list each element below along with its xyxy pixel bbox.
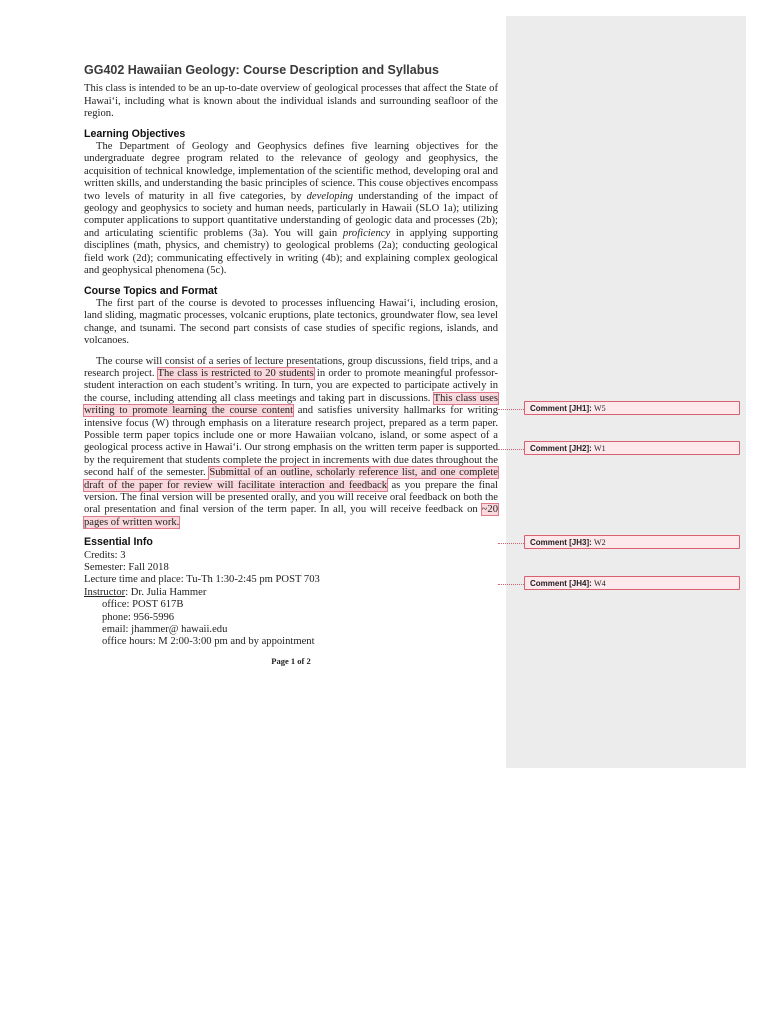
office-hours-line: office hours: M 2:00-3:00 pm and by appointment bbox=[102, 636, 315, 648]
comment-connector-jh1 bbox=[498, 409, 524, 410]
document-body bbox=[84, 64, 498, 667]
comment-connector-jh4 bbox=[498, 584, 524, 585]
essential-info-heading: Essential Info bbox=[84, 536, 153, 549]
comment-jh2[interactable]: Comment [JH2]: W1 bbox=[524, 441, 740, 455]
learning-objectives-paragraph: The Department of Geology and Geophysics defines five learning objectives for the undergraduate degree program related to the relevance of geology and geophysics, the acquisition of technical knowledge, implementation of the scientific method, developing oral and written skills, and understanding the basic principles of science. This couse objectives encompass two levels of maturity in all five categories, by developing understanding of the impact of geology and geophysics to society and human needs, particularly in Hawaii (SLO 1a); utilizing computer applications to support quantitative understanding of geologic data and processes (2b); and articulating scientific problems (3a). You will gain proficiency in applying supporting disciplines (math, physics, and chemistry) to geological problems (2a); conducting geological field work (2d); communicating effectively in writing (4b); and explaining complex geological and geophysical phenomena (5c). bbox=[84, 141, 498, 277]
comment-connector-jh2 bbox=[498, 449, 524, 450]
comment-jh4[interactable]: Comment [JH4]: W4 bbox=[524, 576, 740, 590]
lecture-line: Lecture time and place: Tu-Th 1:30-2:45 pm POST 703 bbox=[84, 574, 320, 586]
highlight-jh3[interactable]: Submittal of an outline, scholarly reference list, and one complete draft of the paper for review will facilitate interaction and feedback bbox=[84, 467, 498, 491]
comment-jh3[interactable]: Comment [JH3]: W2 bbox=[524, 535, 740, 549]
comment-connector-jh3 bbox=[498, 543, 524, 544]
course-topics-heading: Course Topics and Format bbox=[84, 284, 218, 297]
phone-line: phone: 956-5996 bbox=[102, 611, 175, 623]
comment-jh1[interactable]: Comment [JH1]: W5 bbox=[524, 401, 740, 415]
credits-line: Credits: 3 bbox=[84, 549, 126, 561]
highlight-jh1[interactable]: The class is restricted to 20 students bbox=[157, 367, 314, 379]
course-format-paragraph: The course will consist of a series of lecture presentations, group discussions, field trips, and a research project. The class is restricted to 20 students in order to promote meaningful professor-student interaction on each student’s writing. In turn, you are expected to participate actively in the course, including attending all class meetings and taking part in discussions. This class uses writing to promote learning the course content and satisfies university hallmarks for writing intensive focus (W) through emphasis on a literature research project, prepared as a term paper. Possible term paper topics include one or more Hawaiian volcano, island, or some aspect of a geological process active in Hawai‘i. Our strong emphasis on the written term paper is supported by the requirement that students complete the project in increments with due dates throughout the second half of the semester. Submittal of an outline, scholarly reference list, and one complete draft of the paper for review will facilitate interaction and feedback as you prepare the final version. The final version will be presented orally, and you will receive oral feedback on both the oral presentation and final version of the term paper. In all, you will receive feedback on ~20 pages of written work. bbox=[84, 355, 498, 528]
instructor-line: Instructor: Dr. Julia Hammer bbox=[84, 586, 207, 598]
highlight-jh2[interactable]: This class uses writing to promote learning the course content bbox=[84, 392, 498, 417]
email-line: email: jhammer@ hawaii.edu bbox=[102, 624, 228, 636]
comment-margin-pane bbox=[506, 16, 746, 768]
semester-line: Semester: Fall 2018 bbox=[84, 562, 169, 574]
learning-objectives-heading: Learning Objectives bbox=[84, 127, 186, 140]
office-line: office: POST 617B bbox=[102, 599, 184, 611]
intro-paragraph: This class is intended to be an up-to-date overview of geological processes that affect the State of Hawai‘i, including what is known about the individual islands and surrounding seafloor of the region. bbox=[84, 83, 498, 120]
page-footer: Page 1 of 2 bbox=[271, 655, 311, 666]
highlight-jh4[interactable]: ~20 pages of written work. bbox=[84, 504, 498, 528]
document-title: GG402 Hawaiian Geology: Course Description and Syllabus bbox=[84, 63, 439, 77]
course-topics-paragraph: The first part of the course is devoted to processes influencing Hawai‘i, including erosion, land sliding, magmatic processes, volcanic eruptions, plate tectonics, groundwater flow, sea level change, and tsunami. The second part consists of case studies of specific regions, islands, and volcanoes. bbox=[84, 297, 498, 347]
